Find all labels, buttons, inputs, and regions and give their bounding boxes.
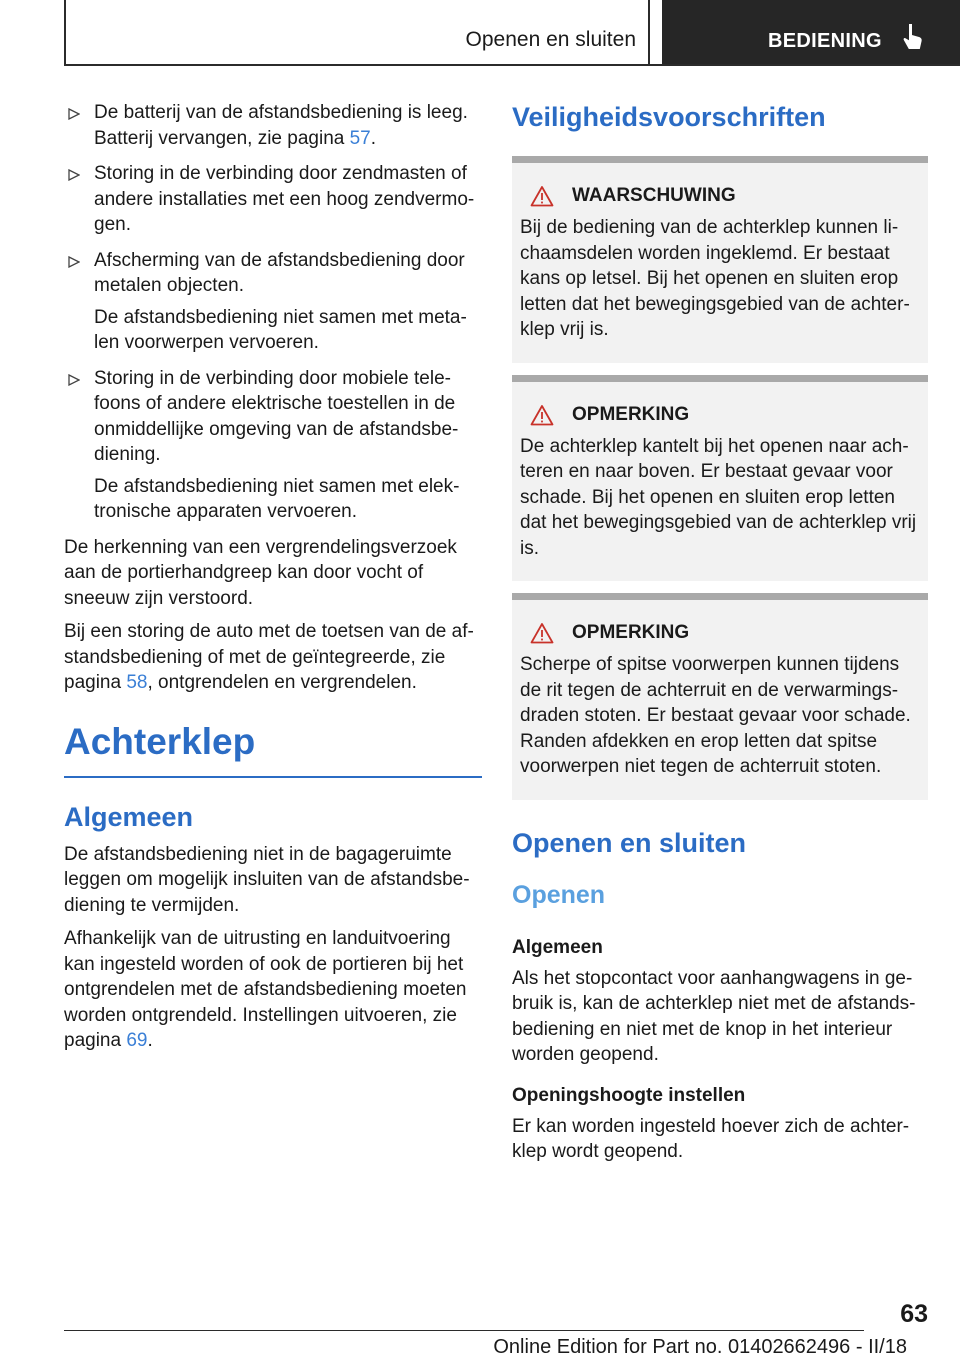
section-heading: Openen en sluiten bbox=[512, 827, 747, 858]
left-column bbox=[64, 100, 482, 1062]
cause-list bbox=[64, 100, 482, 525]
paragraph-text: Afhankelijk van de uitrusting en landuitvoering kan ingesteld worden of ook de portieren bij het ontgrendelen met de afstandsbediening moeten worden ontgrendeld. Instellingen uitvoeren, zie pagina bbox=[64, 928, 467, 1051]
warning-triangle-icon bbox=[530, 622, 554, 644]
notice-box bbox=[512, 375, 928, 582]
header-divider bbox=[648, 0, 650, 66]
header-left-border bbox=[64, 0, 66, 66]
paragraph-text: , ontgrendelen en vergrendelen. bbox=[147, 672, 417, 693]
paragraph: Als het stopcontact voor aanhangwagens in ge-bruik is, kan de achterklep niet met de afstands-bediening en niet met de knop in het interieur worden geopend. bbox=[512, 967, 916, 1065]
notice-title bbox=[520, 622, 918, 644]
notice-title-text: OPMERKING bbox=[572, 403, 690, 425]
page-link-58[interactable]: 58 bbox=[126, 672, 148, 693]
triangle-bullet-icon bbox=[68, 374, 80, 386]
paragraph: Er kan worden ingesteld hoever zich de achter-klep wordt geopend. bbox=[512, 1115, 910, 1162]
list-item-suffix: . bbox=[370, 127, 377, 149]
paragraph bbox=[64, 619, 482, 696]
page-link-57[interactable]: 57 bbox=[349, 127, 371, 149]
warning-triangle-icon bbox=[530, 404, 554, 426]
list-item bbox=[64, 100, 482, 151]
notice-text: Scherpe of spitse voorwerpen kunnen tijdens de rit tegen de achterruit en de verwarmings-draden stoten. Er bestaat gevaar voor schade. Randen afdekken en erop letten dat spitse voorwerpen niet tegen de achterruit stoten. bbox=[520, 654, 911, 777]
hand-pointer-icon bbox=[900, 22, 924, 52]
running-section-title: Openen en sluiten bbox=[465, 28, 636, 51]
warning-title-text: WAARSCHUWING bbox=[572, 185, 736, 206]
list-item-remedy: De afstandsbediening niet samen met elek-tronische apparaten vervoeren. bbox=[94, 475, 460, 522]
list-item bbox=[64, 248, 482, 356]
list-item-remedy: De afstandsbediening niet samen met meta-len voorwerpen vervoeren. bbox=[94, 306, 467, 353]
subsection-heading: Openen bbox=[512, 880, 606, 909]
footer-rule bbox=[64, 1330, 864, 1331]
list-item-text: De batterij van de afstandsbediening is leeg. Batterij vervangen, zie pagina bbox=[94, 102, 468, 149]
list-item-text: Afscherming van de afstandsbediening door metalen objecten. bbox=[94, 249, 465, 296]
notice-box bbox=[512, 593, 928, 800]
header-rule bbox=[64, 64, 960, 66]
warning-box bbox=[512, 156, 928, 363]
warning-title bbox=[520, 185, 918, 207]
topic-heading: Openingshoogte instellen bbox=[512, 1084, 746, 1106]
chapter-heading: Achterklep bbox=[64, 720, 256, 762]
warning-text: Bij de bediening van de achterklep kunnen li-chaamsdelen worden ingeklemd. Er bestaat kans op letsel. Bij het openen en sluiten erop letten dat het bewegingsgebied van de achter-klep vrij is. bbox=[520, 217, 910, 340]
chapter-tab[interactable] bbox=[662, 0, 960, 64]
notice-text: De achterklep kantelt bij het openen naar ach-teren en naar boven. Er bestaat gevaar voor schade. Bij het openen en sluiten erop letten dat het bewegingsgebied van de achterklep vrij is. bbox=[520, 435, 917, 559]
notice-title-text: OPMERKING bbox=[572, 622, 690, 643]
paragraph bbox=[64, 926, 482, 1054]
section-heading: Algemeen bbox=[64, 801, 194, 832]
triangle-bullet-icon bbox=[68, 256, 80, 268]
warning-triangle-icon bbox=[530, 185, 554, 207]
notice-title bbox=[520, 404, 918, 426]
list-item bbox=[64, 161, 482, 238]
paragraph: De herkenning van een vergrendelingsverzoek aan de portierhandgreep kan door vocht of sneeuw zijn verstoord. bbox=[64, 536, 457, 609]
triangle-bullet-icon bbox=[68, 108, 80, 120]
triangle-bullet-icon bbox=[68, 169, 80, 181]
chapter-heading-rule bbox=[64, 776, 482, 778]
edition-footer: Online Edition for Part no. 01402662496 - II/18 bbox=[493, 1336, 907, 1358]
page-number: 63 bbox=[900, 1300, 928, 1328]
chapter-tab-label: BEDIENING bbox=[768, 30, 882, 52]
paragraph-text: . bbox=[147, 1030, 153, 1051]
paragraph-text: Bij een storing de auto met de toetsen van de af-standsbediening of met de geïntegreerde, zie pagina bbox=[64, 621, 474, 693]
paragraph: De afstandsbediening niet in de bagageruimte leggen om mogelijk insluiten van de afstandsbe-diening te vermijden. bbox=[64, 843, 470, 916]
page-link-69[interactable]: 69 bbox=[126, 1030, 148, 1051]
topic-heading: Algemeen bbox=[512, 936, 603, 958]
list-item-text: Storing in de verbinding door zendmasten of andere installaties met een hoog zendvermo-gen. bbox=[94, 163, 475, 235]
right-column bbox=[512, 100, 928, 1173]
list-item bbox=[64, 366, 482, 525]
safety-heading: Veiligheidsvoorschriften bbox=[512, 102, 826, 132]
list-item-text: Storing in de verbinding door mobiele tele-foons of andere elektrische toestellen in de onmiddellijke omgeving van de afstandsbe-diening. bbox=[94, 367, 459, 465]
